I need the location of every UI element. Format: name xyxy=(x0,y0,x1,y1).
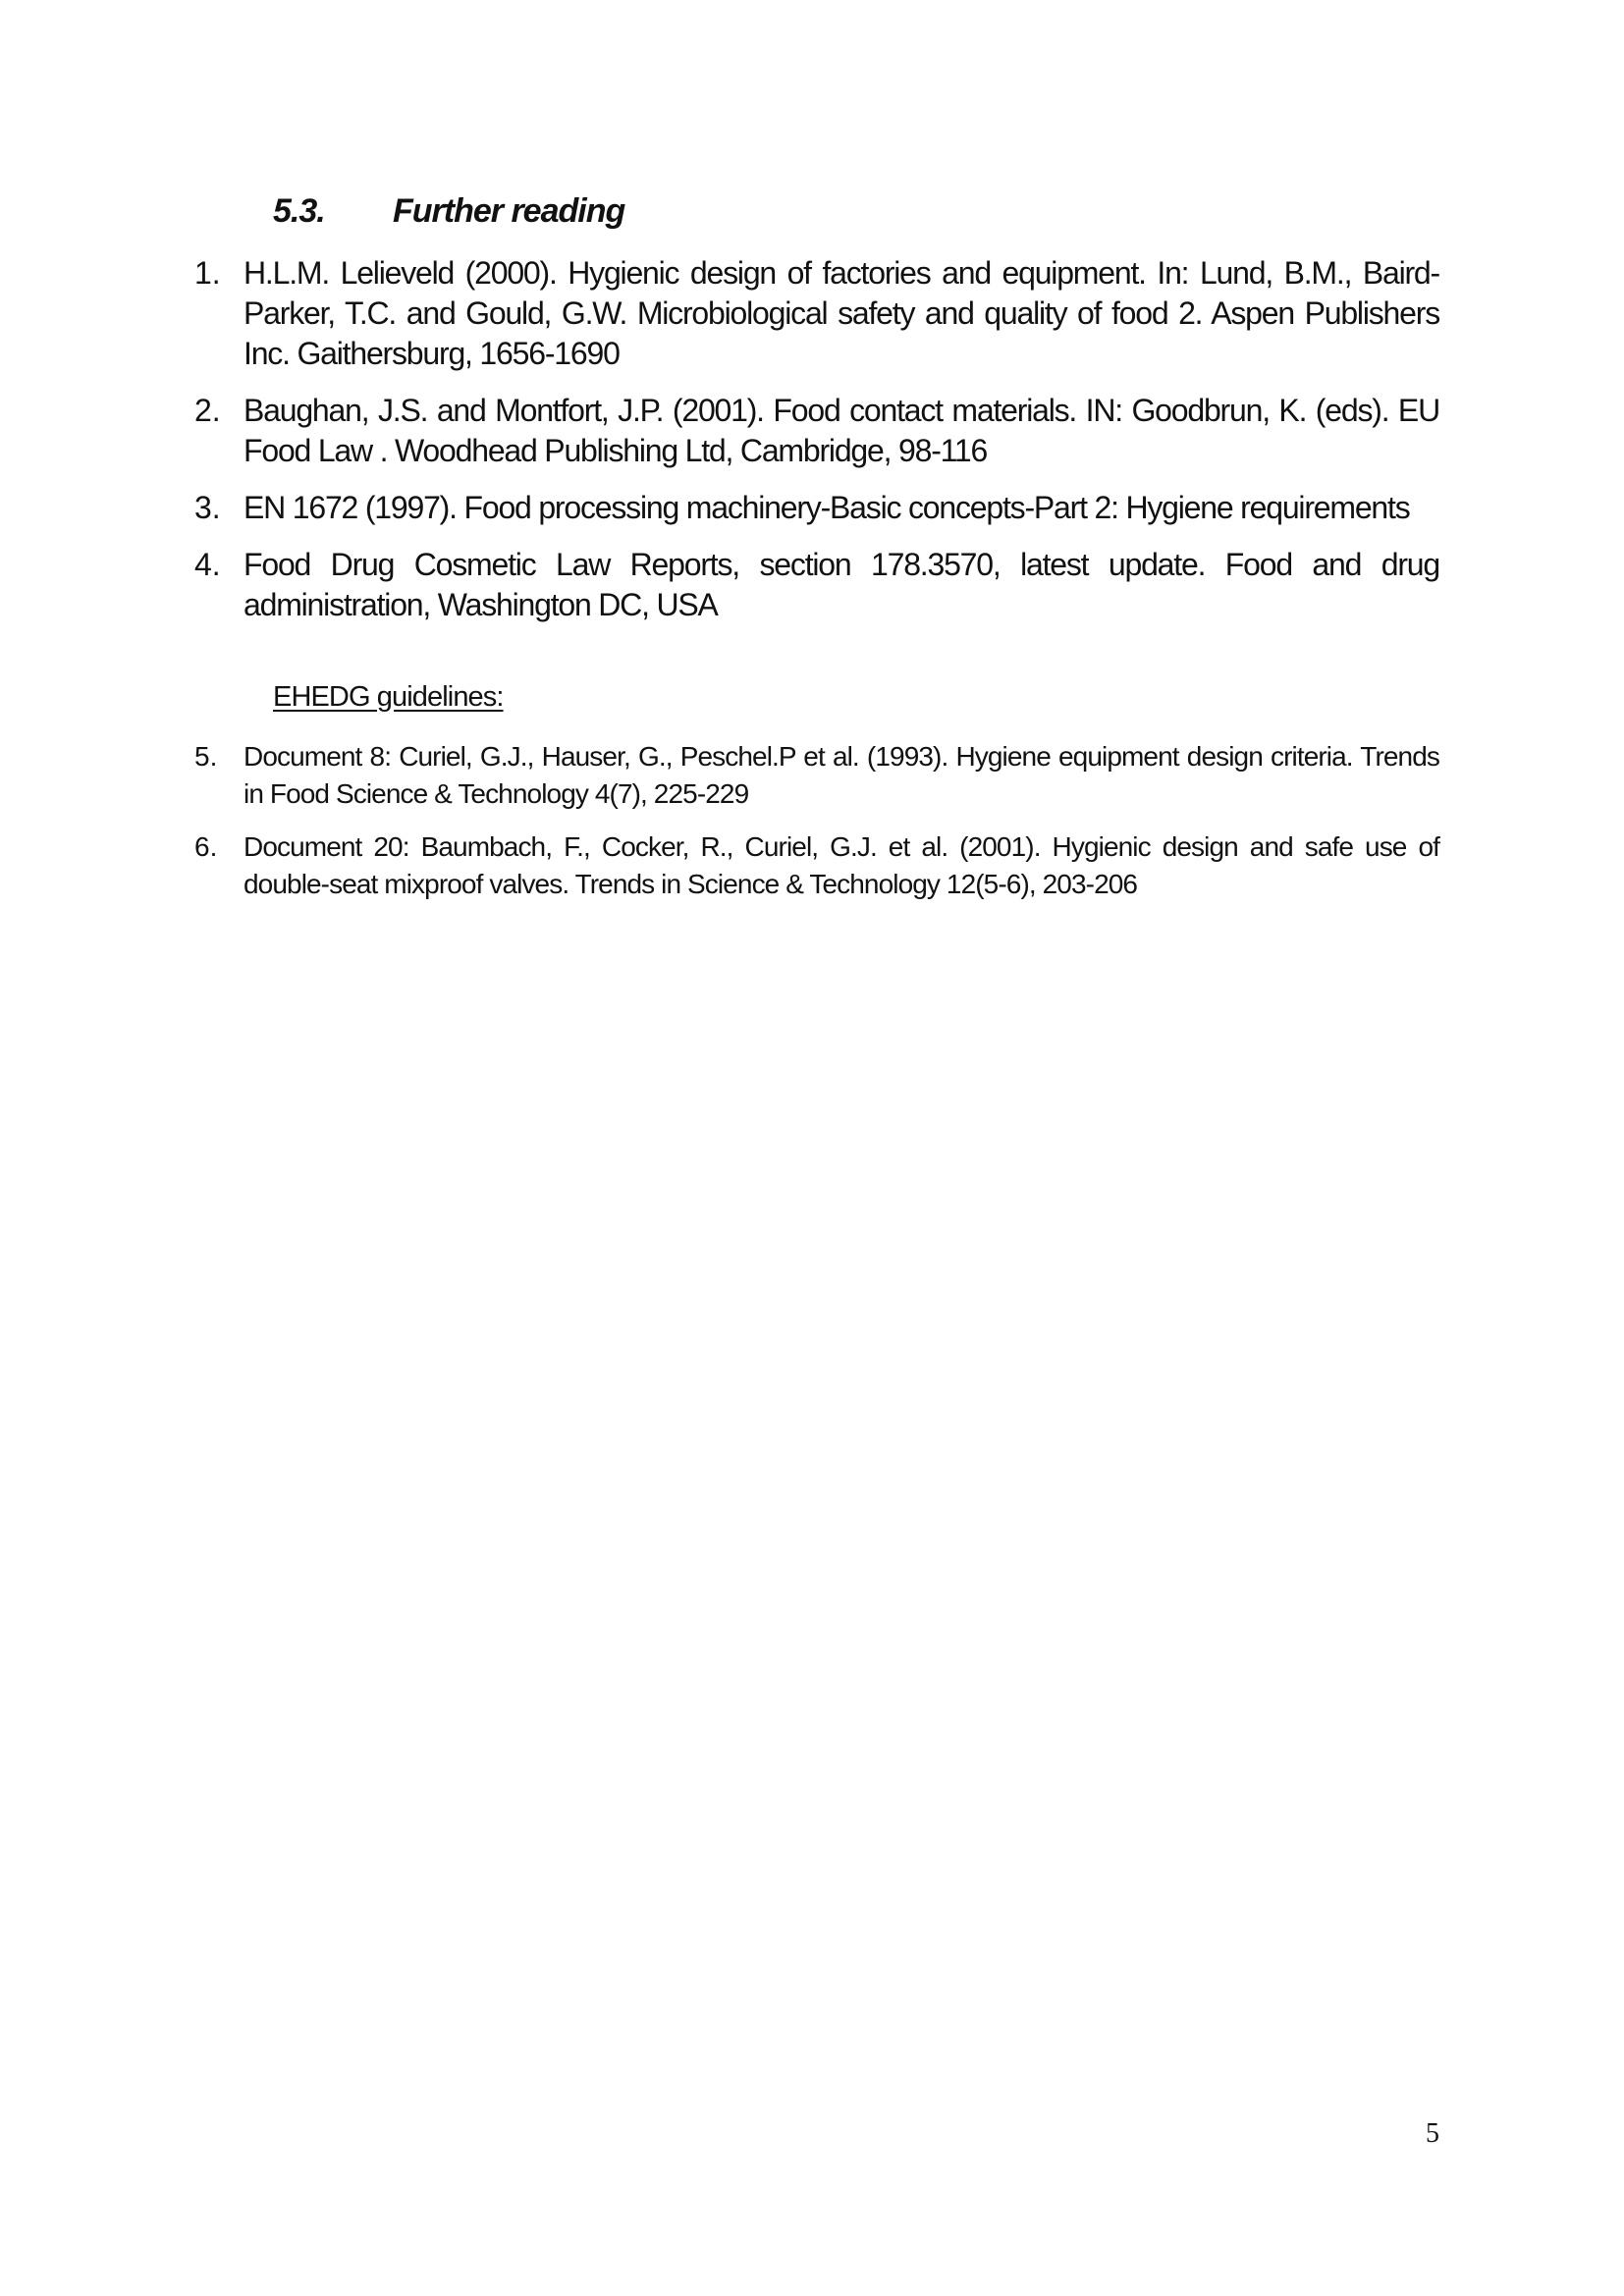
section-heading xyxy=(273,192,624,231)
section-number: 5.3. xyxy=(273,192,325,230)
reference-number: 2. xyxy=(194,393,221,428)
page-number: 5 xyxy=(1426,2118,1439,2149)
reference-text: H.L.M. Lelieveld (2000). Hygienic design of factories and equipment. In: Lund, B.M., Baird-Parker, T.C. and Gould, G.W. Microbiological safety and quality of food 2. Aspen Publishers Inc. Gaithersburg, 1656-1690 xyxy=(244,255,1439,371)
reference-text: Food Drug Cosmetic Law Reports, section 178.3570, latest update. Food and drug administration, Washington DC, USA xyxy=(244,547,1439,622)
reference-item xyxy=(194,253,1439,374)
reference-text: Baughan, J.S. and Montfort, J.P. (2001). Food contact materials. IN: Goodbrun, K. (eds). EU Food Law . Woodhead Publishing Ltd, Cambridge, 98-116 xyxy=(244,393,1439,468)
reference-item xyxy=(194,391,1439,471)
ehedg-reference-list xyxy=(194,738,1439,919)
reference-text: Document 8: Curiel, G.J., Hauser, G., Peschel.P et al. (1993). Hygiene equipment design criteria. Trends in Food Science & Technology 4(7), 225-229 xyxy=(244,741,1439,809)
reference-list xyxy=(194,253,1439,642)
reference-number: 6. xyxy=(194,831,218,862)
reference-item xyxy=(194,545,1439,625)
reference-item xyxy=(194,828,1439,903)
reference-number: 1. xyxy=(194,255,221,291)
ehedg-guidelines-heading: EHEDG guidelines: xyxy=(273,681,504,713)
reference-number: 5. xyxy=(194,741,218,772)
section-title: Further reading xyxy=(393,192,625,230)
reference-item xyxy=(194,488,1439,528)
reference-text: Document 20: Baumbach, F., Cocker, R., Curiel, G.J. et al. (2001). Hygienic design and safe use of double-seat mixproof valves. Trends in Science & Technology 12(5-6), 203-206 xyxy=(244,831,1439,899)
reference-text: EN 1672 (1997). Food processing machinery-Basic concepts-Part 2: Hygiene requirements xyxy=(244,490,1410,525)
reference-number: 4. xyxy=(194,547,221,582)
reference-number: 3. xyxy=(194,490,221,525)
reference-item xyxy=(194,738,1439,813)
